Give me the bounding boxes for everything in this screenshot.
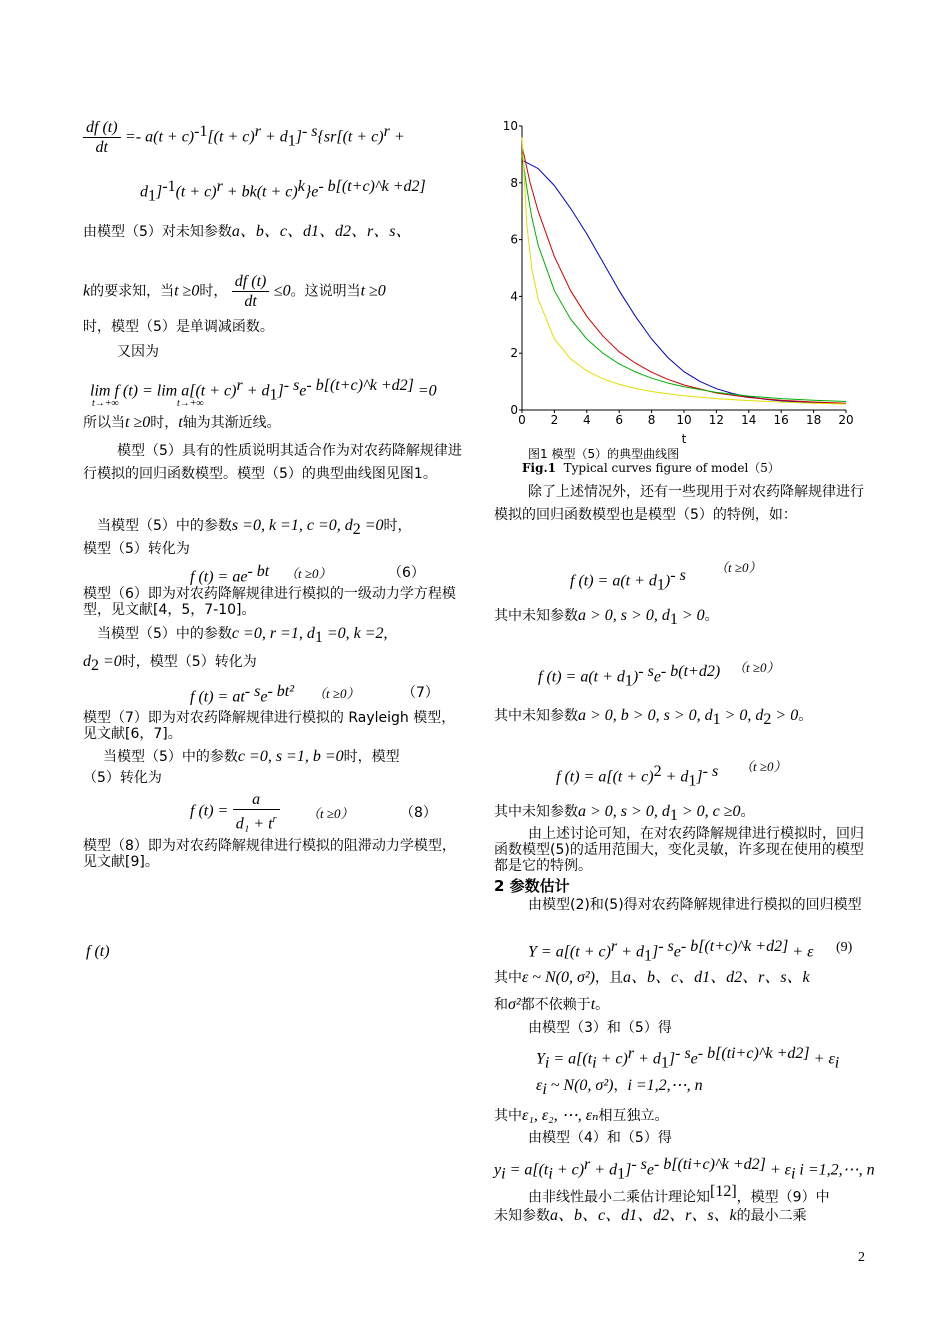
paragraph-because: 又因为 (117, 344, 159, 360)
eq-7-condition: （t ≥0） (313, 686, 360, 701)
chart-series-line-1 (522, 160, 846, 403)
eq-b: f $(t) = a(t + d_1)^{- s}e^{- b(t+d2)}$ (538, 663, 721, 690)
chart-x-tick-label: 8 (647, 413, 656, 427)
eq-derivative-line1: $\frac{df (t)}{dt}$ =- $a(t + c)^{-1}[(t + c)^r + d_1]^{- s}\{sr[(t + c)^r$ + (83, 118, 405, 157)
paragraph-error-dist: 其中ε ~ N(0, σ²)，且a、b、c、d1、d2、r、s、k (494, 969, 810, 986)
chart-y-tick-label: 4 (510, 289, 518, 304)
eq-a-condition: （t ≥0） (715, 560, 762, 575)
paragraph-param-requirement: 由模型（5）对未知参数a、b、c、d1、d2、r、s、 (83, 223, 412, 240)
chart-y-tick-label: 8 (510, 175, 518, 190)
chart-x-tick-label: 6 (615, 413, 624, 427)
paragraph-other-models: 除了上述情况外，还有一些现用于对农药降解规律进行模拟的回归函数模型也是模型（5）的特例，如： (494, 484, 864, 523)
paragraph-models-4-5: 由模型（4）和（5）得 (528, 1130, 672, 1146)
chart-x-tick-label: 20 (838, 413, 854, 427)
chart-x-tick-label: 10 (676, 413, 692, 427)
paragraph-models-3-5: 由模型（3）和（5）得 (528, 1020, 672, 1036)
paragraph-least-squares: 由非线性最小二乘估计理论知[12]，模型（9）中 (528, 1183, 830, 1206)
paragraph-discussion: 由上述讨论可知，在对农药降解规律进行模拟时，回归函数模型(5)的适用范围大，变化灵敏，许多现在使用的模型都是它的特例。 (494, 826, 864, 874)
eq-8-number: （8） (400, 805, 437, 821)
paragraph-monotone-cont: 时，模型（5）是单调减函数。 (83, 319, 274, 335)
limit-subscript-2: t→+∞ (177, 398, 204, 409)
figure-caption-cn: 图1 模型（5）的典型曲线图 (528, 447, 680, 461)
chart-x-tick-label: 16 (773, 413, 789, 427)
paragraph-case-6: 当模型（5）中的参数s =0, k =1, c =0, $d_2 =0$时， (97, 517, 412, 538)
limit-subscript: t→+∞ (92, 398, 119, 409)
eq-derivative-line2: $d_1]^{-1}(t + c)^r + bk(t + c)^k\}e^{- b[(t+c)\^{}k +d2]}$ (140, 178, 426, 205)
eq-limit: lim f $(t) = \lim a[(t + c)^r + d_1]^{- s}e^{- b[(t+c)\^{}k +d2]} =0$ (90, 377, 437, 404)
paragraph-case-7: 当模型（5）中的参数c =0, r =1, $d_1 =0$, k =2, (97, 625, 388, 646)
chart-series-line-4 (522, 137, 846, 404)
eq-c-condition: （t ≥0） (740, 759, 787, 774)
paragraph-case-8-cont: （5）转化为 (83, 770, 162, 786)
paragraph-independent: 其中ε₁, ε₂, ⋯, εₙ相互独立。 (494, 1107, 669, 1124)
chart-xlabel: t (681, 432, 687, 446)
paragraph-error-dist-cont: 和σ²都不依赖于t。 (494, 996, 610, 1013)
paragraph-case-6-cont: 模型（5）转化为 (83, 541, 190, 557)
eq-7: f $(t) = at^{- s}e^{- bt^2}$ (190, 683, 295, 706)
eq-11: $\varepsilon_i$ ~ N(0, σ²)，i =1,2,⋯, n (536, 1077, 703, 1098)
figure-caption-en: Fig.1 Typical curves figure of model（5） (522, 461, 780, 475)
paragraph-properties: 模型（5）具有的性质说明其适合作为对农药降解规律进行模拟的回归函数模型。模型（5）的典型曲线图见图1。 (83, 443, 462, 482)
paragraph-least-squares-cont: 未知参数a、b、c、d1、d2、r、s、k的最小二乘 (494, 1207, 807, 1224)
paragraph-case-7-cont: $d_2 =0$时，模型（5）转化为 (83, 653, 257, 674)
chart-y-tick-label: 10 (502, 119, 518, 133)
paragraph-eq-b-params: 其中未知参数a > 0, b > 0, s > 0, $d_1 > 0$, $d_2 > 0$。 (494, 707, 813, 728)
eq-9-number: (9) (836, 940, 853, 955)
eq-7-number: （7） (402, 685, 439, 701)
eq-b-condition: （t ≥0） (733, 660, 780, 675)
paragraph-first-order: 模型（6）即为对农药降解规律进行模拟的一级动力学方程模型，见文献[4，5，7-10]。 (83, 586, 456, 618)
eq-6-number: （6） (388, 565, 425, 581)
paragraph-rayleigh: 模型（7）即为对农药降解规律进行模拟的 Rayleigh 模型，见文献[6，7]。 (83, 710, 456, 742)
chart-x-tick-label: 18 (805, 413, 822, 427)
stray-ft: f (t) (86, 943, 110, 960)
eq-9: $Y = a[(t + c)^r + d_1]^{- s}e^{- b[(t+c)\^{}k +d2]} + \varepsilon$ (528, 938, 814, 965)
paragraph-regression: 由模型(2)和(5)得对农药降解规律进行模拟的回归模型 (528, 897, 862, 913)
eq-8: f (t) = $\frac{a}{d_1 + t^r}$ (190, 790, 280, 833)
chart-x-tick-label: 0 (518, 413, 526, 427)
paragraph-monotone: k的要求知，当t ≥0时， $\frac{df (t)}{dt}$ ≤0。这说明当t ≥0 (83, 273, 386, 310)
paragraph-eq-c-params: 其中未知参数a > 0, s > 0, $d_1 > 0$, c ≥0。 (494, 803, 755, 824)
chart-y-tick-label: 2 (510, 346, 518, 361)
section-heading-2: 2 参数估计 (494, 877, 570, 895)
eq-8-condition: （t ≥0） (307, 806, 354, 821)
eq-6: f $(t) = ae^{- bt}$ (190, 563, 270, 586)
chart-x-tick-label: 12 (708, 413, 725, 427)
page-number: 2 (858, 1250, 865, 1265)
chart-series-line-3 (522, 154, 846, 401)
chart-x-tick-label: 2 (550, 413, 559, 427)
chart-series-line-2 (522, 146, 846, 403)
chart-x-tick-label: 14 (741, 413, 757, 427)
chart-x-tick-label: 4 (582, 413, 591, 427)
chart-y-tick-label: 0 (510, 403, 518, 417)
eq-12: $y_i = a[(t_i + c)^r + d_1]^{- s}e^{- b[(ti+c)\^{}k +d2]} + \varepsilon_i$ i =1,2,⋯, n (494, 1156, 875, 1183)
paragraph-case-8: 当模型（5）中的参数c =0, s =1, b =0时，模型 (103, 748, 400, 765)
typical-curves-chart (494, 112, 866, 448)
chart-y-tick-label: 6 (510, 232, 518, 247)
paragraph-eq-a-params: 其中未知参数a > 0, s > 0, $d_1 > 0$。 (494, 607, 719, 628)
figure-1 (494, 112, 866, 448)
paragraph-asymptote: 所以当t ≥0时，t轴为其渐近线。 (83, 414, 281, 431)
eq-c: f $(t) = a[(t + c)^2 + d_1]^{- s}$ (556, 763, 719, 790)
eq-10: $Y_i = a[(t_i + c)^r + d_1]^{- s}e^{- b[(ti+c)\^{}k +d2]} + \varepsilon_i$ (536, 1045, 840, 1072)
paragraph-retarded: 模型（8）即为对农药降解规律进行模拟的阻滞动力学模型，见文献[9]。 (83, 838, 456, 870)
eq-6-condition: （t ≥0） (285, 566, 332, 581)
eq-a: f $(t) = a(t + d_1)^{- s}$ (570, 567, 686, 594)
